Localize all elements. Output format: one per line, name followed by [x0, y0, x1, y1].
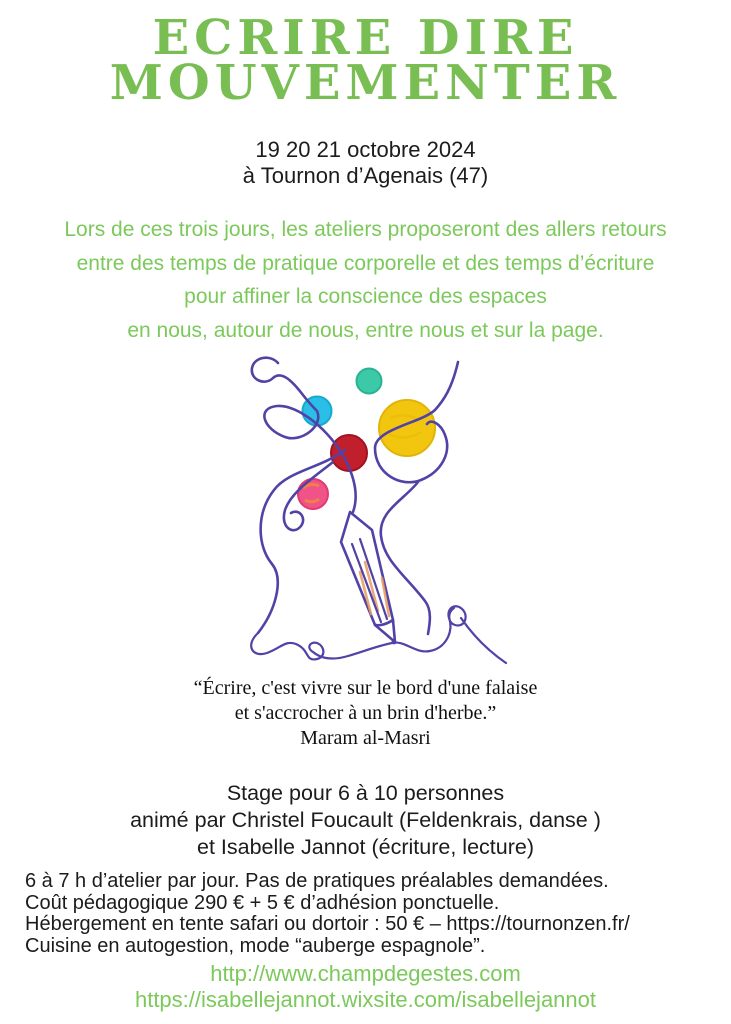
- doodle-swirls: [252, 358, 458, 634]
- page-title-line-2: MOUVEMENTER: [109, 55, 622, 111]
- stage-line: animé par Christel Foucault (Feldenkrais, danse ): [130, 808, 601, 832]
- champdegestes-link[interactable]: http://www.champdegestes.com: [210, 961, 521, 986]
- footer-links: [0, 961, 731, 1013]
- swirl-left: [258, 450, 345, 633]
- practical-details: [25, 871, 725, 957]
- pencil-doodle-illustration: [225, 350, 515, 672]
- stage-line: et Isabelle Jannot (écriture, lecture): [197, 835, 534, 859]
- event-date: [0, 137, 731, 189]
- quote-line: “Écrire, c'est vivre sur le bord d'une falaise: [193, 677, 538, 699]
- event-location: à Tournon d’Agenais (47): [242, 163, 489, 188]
- stage-info: [0, 780, 731, 861]
- details-line: Coût pédagogique 290 € + 5 € d’adhésion ponctuelle.: [25, 891, 500, 914]
- page-title-line-1: ECRIRE DIRE: [152, 10, 579, 66]
- stage-line: Stage pour 6 à 10 personnes: [226, 781, 505, 805]
- dot-yellow: [379, 400, 435, 456]
- quote-line: et s'accrocher à un brin d'herbe.”: [234, 702, 497, 724]
- dot-teal: [357, 369, 382, 394]
- quote-block: [0, 676, 731, 751]
- intro-paragraph: [0, 213, 731, 347]
- event-date-days: 19 20 21 octobre 2024: [255, 137, 476, 162]
- intro-line: Lors de ces trois jours, les ateliers proposeront des allers retours: [64, 218, 667, 241]
- details-line: [25, 914, 725, 936]
- tournonzen-link[interactable]: https://tournonzen.fr/: [446, 913, 630, 935]
- intro-line: entre des temps de pratique corporelle et des temps d’écriture: [76, 251, 655, 275]
- details-line: 6 à 7 h d’atelier par jour. Pas de pratiques préalables demandées.: [25, 870, 609, 892]
- page-title: [0, 10, 731, 111]
- details-accommodation-text: Hébergement en tente safari ou dortoir : 50 € –: [25, 913, 447, 935]
- quote-author: Maram al-Masri: [300, 727, 431, 749]
- intro-line: en nous, autour de nous, entre nous et sur la page.: [127, 318, 604, 342]
- pencil-drawing: [341, 512, 396, 644]
- intro-line: pour affiner la conscience des espaces: [184, 285, 547, 308]
- isabellejannot-link[interactable]: https://isabellejannot.wixsite.com/isabellejannot: [134, 987, 597, 1012]
- details-line: Cuisine en autogestion, mode “auberge espagnole”.: [25, 934, 486, 957]
- pencil-tip-point: [392, 640, 397, 645]
